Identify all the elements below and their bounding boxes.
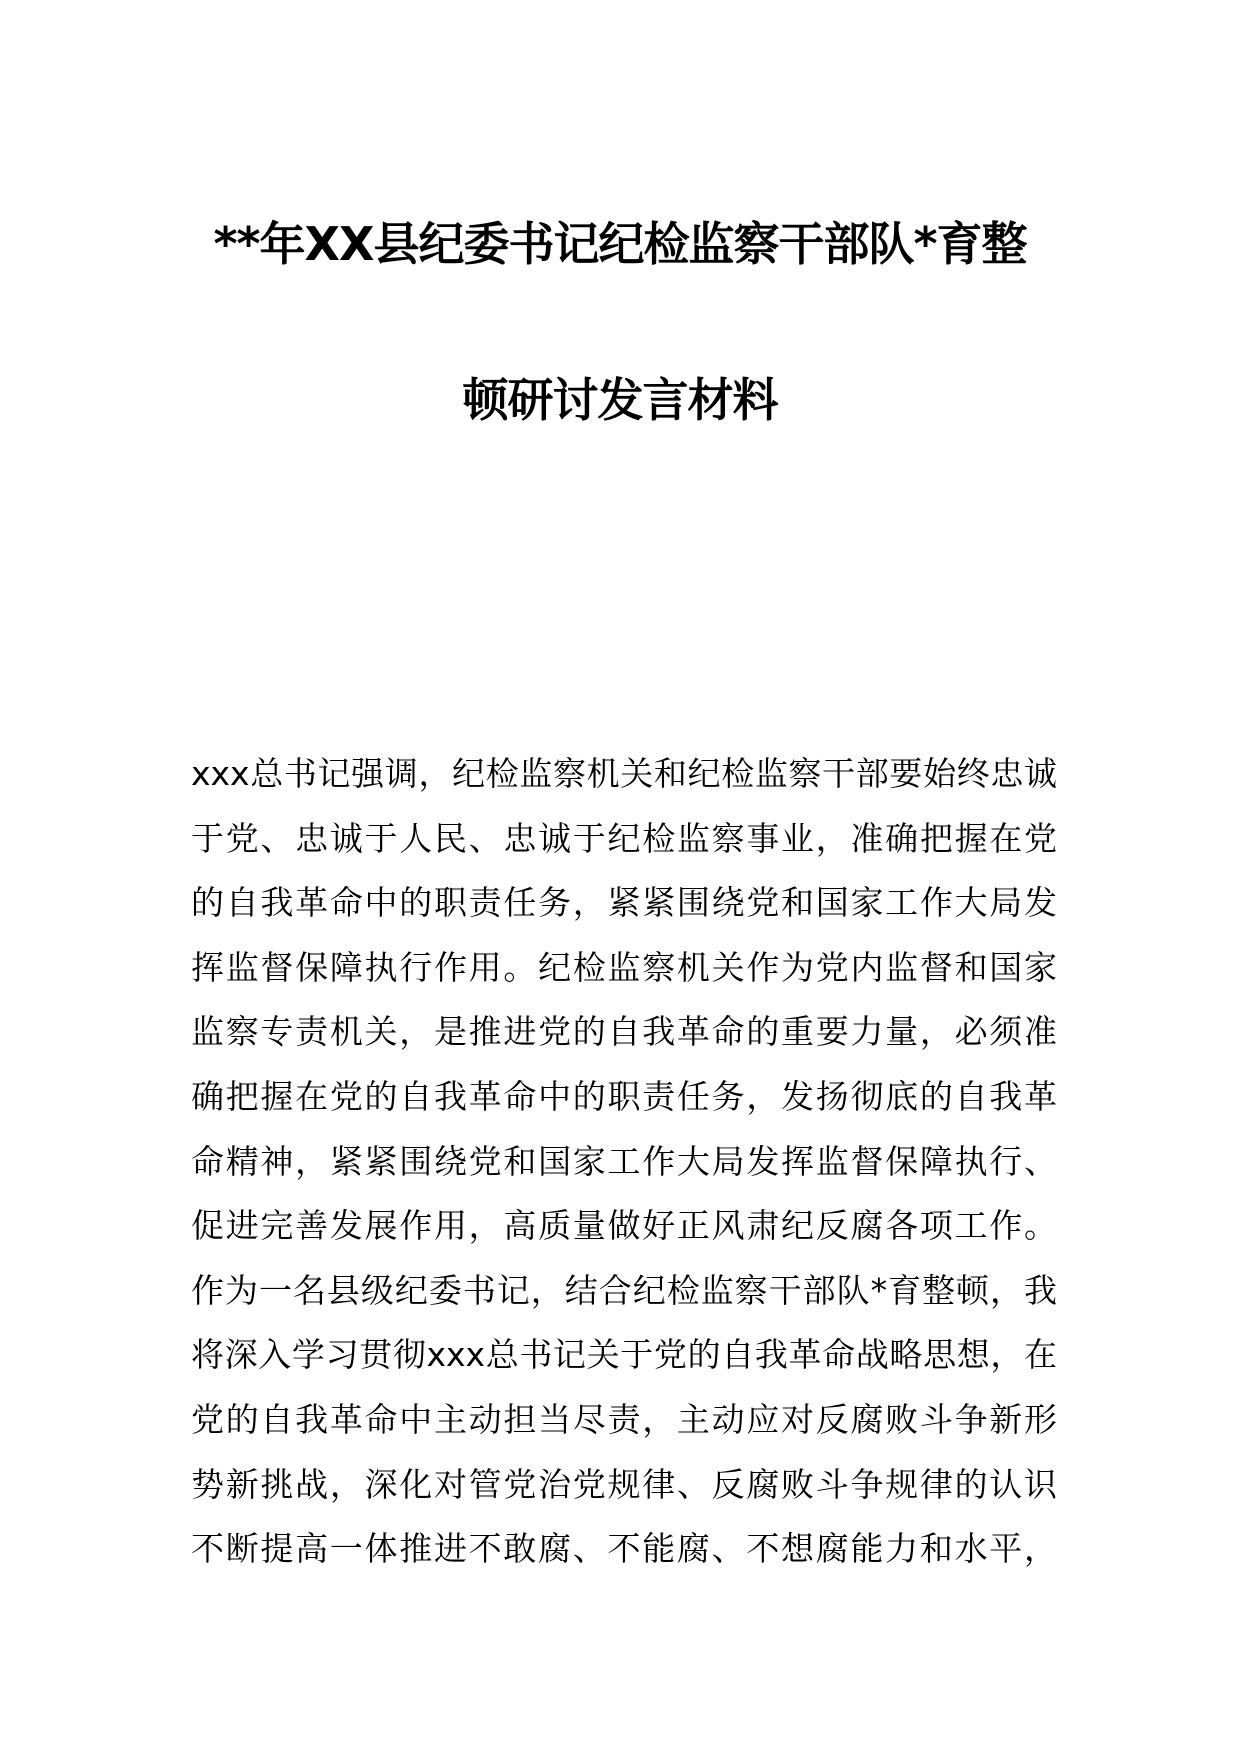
body-line: 将深入学习贯彻xxx总书记关于党的自我革命战略思想，在 [191,1335,1057,1375]
document-title-line-2: 顿研讨发言材料 [462,373,778,427]
body-line: 命精神，紧紧围绕党和国家工作大局发挥监督保障执行、 [191,1141,1057,1181]
body-line: 促进完善发展作用，高质量做好正风肃纪反腐各项工作。 [191,1206,1057,1246]
body-line: 于党、忠诚于人民、忠诚于纪检监察事业，准确把握在党 [191,818,1057,858]
body-line: 挥监督保障执行作用。纪检监察机关作为党内监督和国家 [191,947,1057,987]
body-line: 监察专责机关，是推进党的自我革命的重要力量，必须准 [191,1012,1057,1052]
body-line: 党的自我革命中主动担当尽责，主动应对反腐败斗争新形 [191,1399,1057,1439]
body-line: xxx总书记强调，纪检监察机关和纪检监察干部要始终忠诚 [191,754,1057,793]
document-body [191,752,1057,1592]
body-line: 势新挑战，深化对管党治党规律、反腐败斗争规律的认识 [191,1464,1057,1504]
body-line: 不断提高一体推进不敢腐、不能腐、不想腐能力和水平， [191,1529,1057,1569]
body-line: 确把握在党的自我革命中的职责任务，发扬彻底的自我革 [191,1076,1057,1116]
document-title-line-1: **年XX县纪委书记纪检监察干部队*育整 [213,217,1027,271]
body-line: 的自我革命中的职责任务，紧紧围绕党和国家工作大局发 [191,883,1057,923]
body-line: 作为一名县级纪委书记，结合纪检监察干部队*育整顿，我 [191,1270,1057,1310]
